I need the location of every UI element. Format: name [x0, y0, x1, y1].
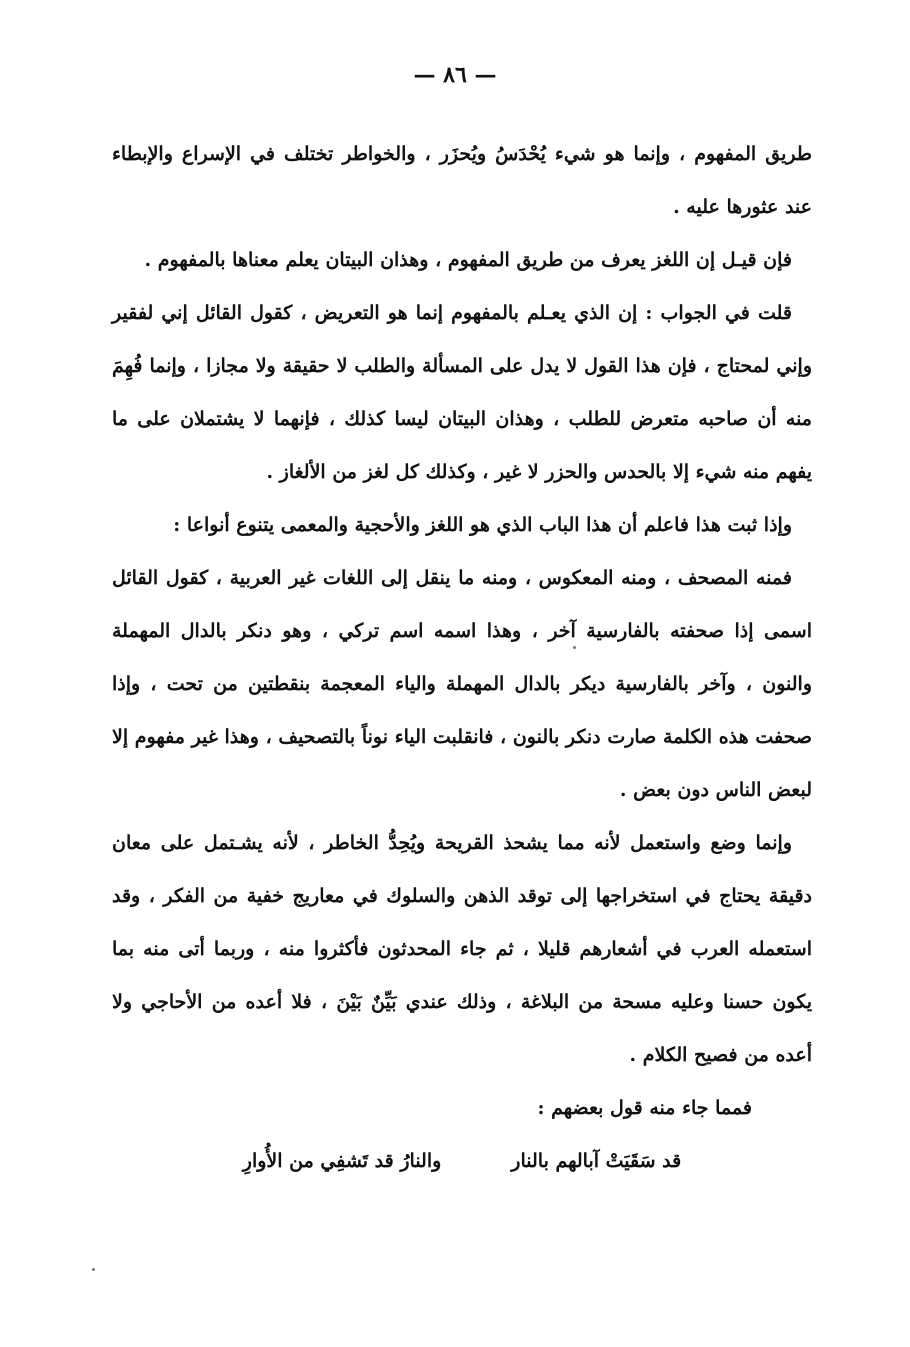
- paragraph: وإنما وضع واستعمل لأنه مما يشحذ القريحة ويُحِدُّ الخاطر ، لأنه يشـتمل على معان دقيقة يحتاج في استخراجها إلى توقد الذهن والسلوك في معاريج خفية من الفكر ، وقد استعمله العرب في أشعارهم قليلا ، ثم جاء المحدثون فأكثروا منه ، وربما أتى منه بما يكون حسنا وعليه مسحة من البلاغة ، وذلك عندي بَيِّنٌ بَيْنَ ، فلا أعده من الأحاجي ولا أعده من فصيح الكلام .: [112, 832, 812, 1066]
- paragraph: فمنه المصحف ، ومنه المعكوس ، ومنه ما ينقل إلى اللغات غير العربية ، كقول القائل اسمى إذا صحفته بالفارسية آخر ، وهذا اسمه اسم تركي ، وهو دنكر بالدال المهملة والنون ، وآخر بالفارسية ديكر بالدال المهملة والياء المعجمة بنقطتين من تحت ، وإذا صحفت هذه الكلمة صارت دنكر بالنون ، فانقلبت الياء نوناً بالتصحيف ، وهذا غير مفهوم إلا لبعض الناس دون بعض .: [112, 567, 812, 801]
- verse-intro: فمما جاء منه قول بعضهم :: [537, 1097, 752, 1119]
- scan-speck: [573, 646, 576, 649]
- second-hemistich: والنارُ قد تَشفِي من الأُوارِ: [242, 1150, 442, 1172]
- paragraph: وإذا ثبت هذا فاعلم أن هذا الباب الذي هو اللغز والأحجية والمعمى يتنوع أنواعا :: [173, 514, 792, 536]
- first-hemistich: قد سَقَيَتْ آبالهم بالنار: [511, 1150, 682, 1172]
- paragraph: قلت في الجواب : إن الذي يعـلم بالمفهوم إنما هو التعريض ، كقول القائل إني لفقير وإني لمحتاج ، فإن هذا القول لا يدل على المسألة والطلب لا حقيقة ولا مجازا ، وإنما فُهِمَ منه أن صاحبه متعرض للطلب ، وهذان البيتان ليسا كذلك ، فإنهما لا يشتملان على ما يفهم منه شيء إلا بالحدس والحزر لا غير ، وكذلك كل لغز من الألغاز .: [112, 302, 812, 483]
- paragraph: طريق المفهوم ، وإنما هو شيء يُحْدَسُ ويُحزَر ، والخواطر تختلف في الإسراع والإبطاء عند عثورها عليه .: [112, 143, 812, 218]
- scan-speck: [92, 1268, 95, 1271]
- poem-verse: [112, 1135, 812, 1188]
- paragraph: فإن قيـل إن اللغز يعرف من طريق المفهوم ، وهذان البيتان يعلم معناها بالمفهوم .: [144, 249, 792, 271]
- page-number: — ٨٦ —: [413, 62, 497, 88]
- body-text: [112, 128, 812, 1188]
